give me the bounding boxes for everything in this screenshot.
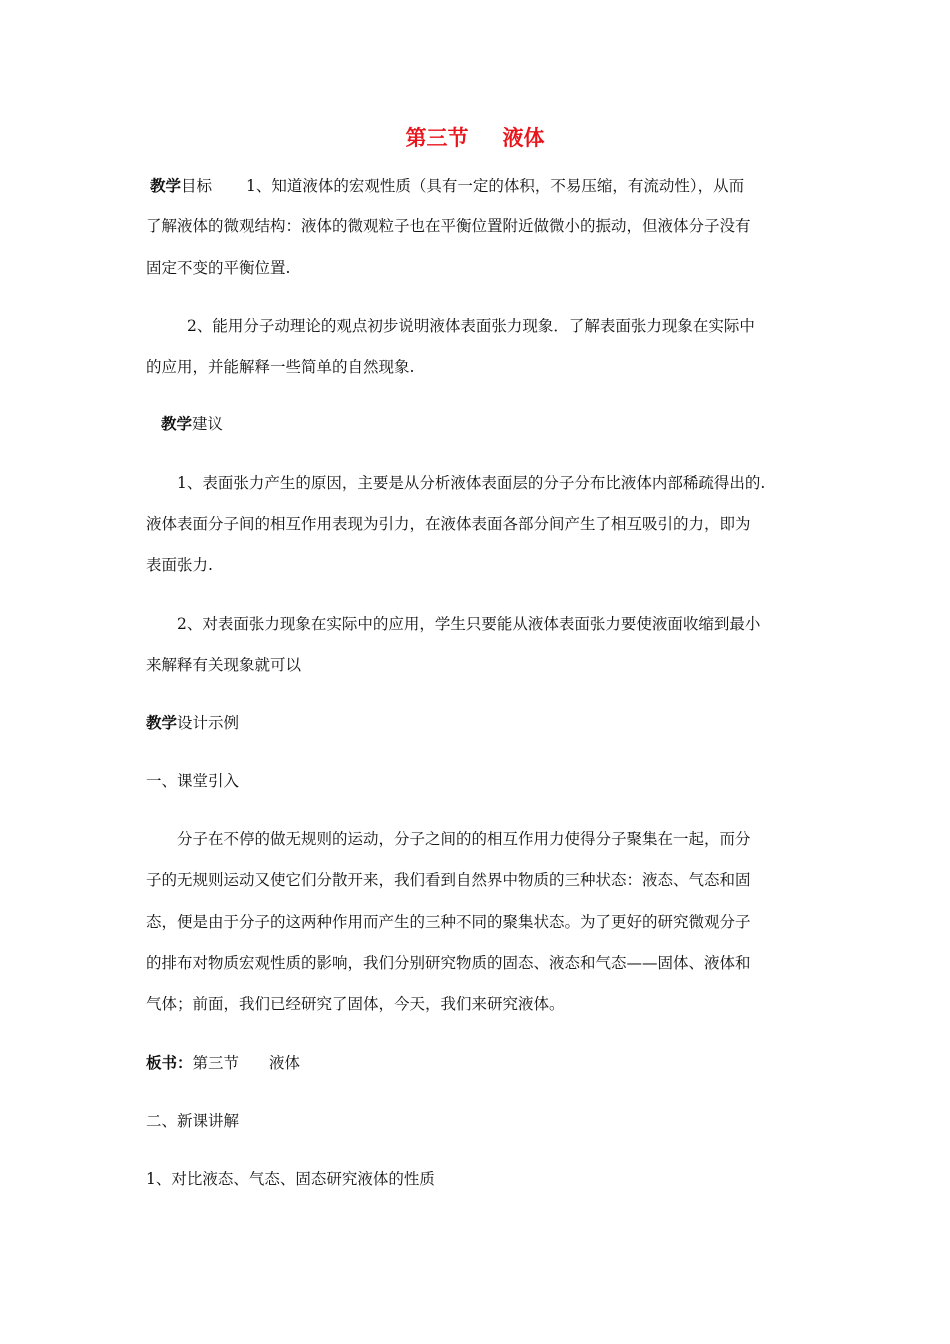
suggestions-p1-line-1: 1、表面张力产生的原因，主要是从分析液体表面层的分子分布比液体内部稀疏得出的. [177, 474, 766, 492]
suggestions-heading [161, 414, 223, 434]
new-lesson-heading: 二、新课讲解 [146, 1112, 240, 1130]
suggestions-p1-line-2: 液体表面分子间的相互作用表现为引力，在液体表面各部分间产生了相互吸引的力，即为 [146, 515, 751, 533]
objectives-p2-line-1: 2、能用分子动理论的观点初步说明液体表面张力现象．了解表面张力现象在实际中 [187, 317, 755, 335]
objectives-line-3: 固定不变的平衡位置. [146, 259, 291, 277]
suggestions-label-rest: 建议 [192, 415, 224, 433]
title-part2: 液体 [502, 126, 545, 150]
intro-line-1: 分子在不停的做无规则的运动，分子之间的的相互作用力使得分子聚集在一起，而分 [177, 830, 751, 848]
objectives-label-rest: 目标 [181, 177, 213, 195]
design-label-rest: 设计示例 [177, 714, 240, 732]
intro-heading: 一、课堂引入 [146, 772, 240, 790]
board-label: 板书 [146, 1054, 178, 1072]
intro-line-3: 态，便是由于分子的这两种作用而产生的三种不同的聚集状态。为了更好的研究微观分子 [146, 913, 751, 931]
objectives-p2-line-2: 的应用，并能解释一些简单的自然现象. [146, 358, 415, 376]
objectives-text: 1、知道液体的宏观性质（具有一定的体积，不易压缩，有流动性），从而 [246, 177, 745, 195]
intro-line-4: 的排布对物质宏观性质的影响，我们分别研究物质的固态、液态和气态——固体、液体和 [146, 954, 751, 972]
section-title [0, 122, 950, 152]
objectives-line-1 [150, 176, 744, 196]
suggestions-label-bold: 教学 [161, 415, 193, 433]
board-colon: ： [177, 1054, 193, 1072]
title-part1: 第三节 [405, 126, 469, 150]
lesson-item-1: 1、对比液态、气态、固态研究液体的性质 [146, 1170, 435, 1188]
board-line [146, 1053, 300, 1073]
board-part1: 第三节 [192, 1054, 240, 1072]
suggestions-p2-line-2: 来解释有关现象就可以 [146, 656, 302, 674]
design-heading [146, 713, 239, 733]
intro-line-5: 气体；前面，我们已经研究了固体，今天，我们来研究液体。 [146, 995, 565, 1013]
intro-line-2: 子的无规则运动又使它们分散开来，我们看到自然界中物质的三种状态：液态、气态和固 [146, 871, 751, 889]
design-label-bold: 教学 [146, 714, 178, 732]
suggestions-p1-line-3: 表面张力. [146, 556, 213, 574]
objectives-label-bold: 教学 [150, 177, 182, 195]
board-part2: 液体 [269, 1054, 301, 1072]
objectives-line-2: 了解液体的微观结构：液体的微观粒子也在平衡位置附近做微小的振动，但液体分子没有 [146, 217, 751, 235]
suggestions-p2-line-1: 2、对表面张力现象在实际中的应用，学生只要能从液体表面张力要使液面收缩到最小 [177, 615, 761, 633]
